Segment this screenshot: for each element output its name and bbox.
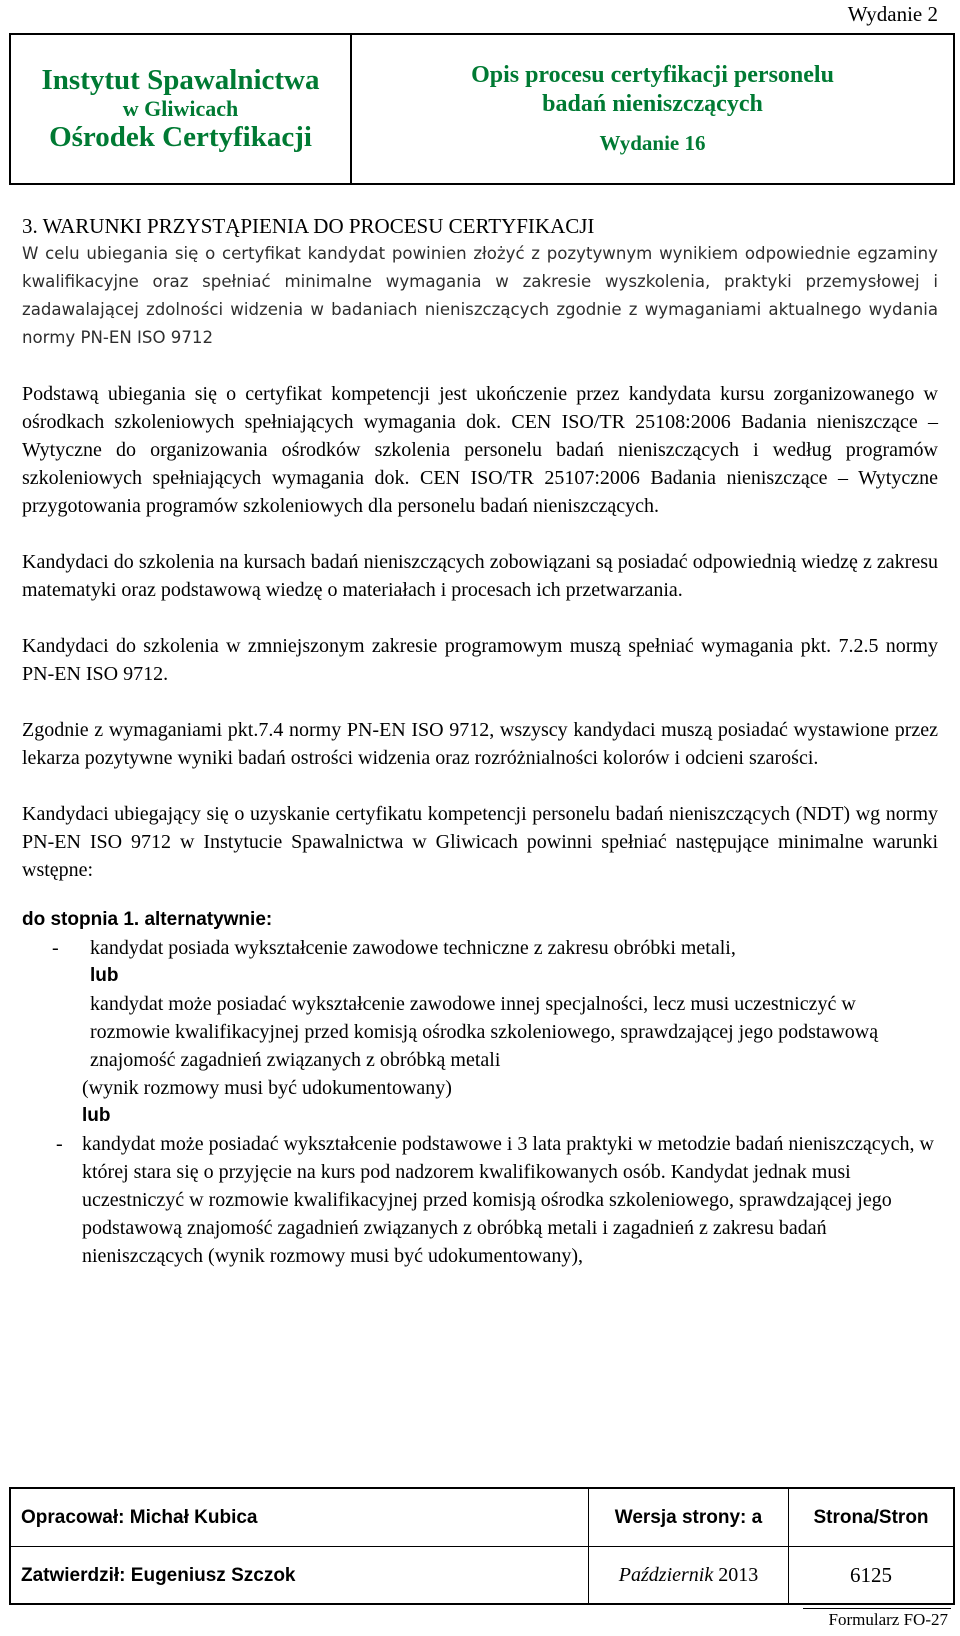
list-dash: - <box>56 1133 63 1155</box>
paragraph-vision: Zgodnie z wymaganiami pkt.7.4 normy PN-EN ISO 9712, wszyscy kandydaci muszą posiadać wystawione przez lekarza pozytywne wyniki badań ostrości widzenia oraz rozróżnialności kolorów i odcieni szarości. <box>22 719 938 769</box>
page-version-label: Wersja strony: a <box>589 1489 789 1546</box>
document-title-line2: badań nieniszczących <box>542 91 763 118</box>
list-item <box>22 1130 938 1270</box>
document-edition: Wydanie 16 <box>599 131 706 156</box>
form-id: Formularz FO-27 <box>828 1610 948 1629</box>
issue-date <box>589 1547 789 1604</box>
document-body <box>22 212 938 1270</box>
prepared-by: Opracował: Michał Kubica <box>11 1489 589 1546</box>
list-item <box>22 934 938 962</box>
document-title-line1: Opis procesu certyfikacji personelu <box>471 61 834 88</box>
document-header <box>9 33 955 185</box>
issue-year: 2013 <box>718 1564 759 1586</box>
section-title: 3. WARUNKI PRZYSTĄPIENIA DO PROCESU CERTYFIKACJI <box>22 214 595 238</box>
intro-paragraph: W celu ubiegania się o certyfikat kandydat powinien złożyć z pozytywnym wynikiem odpowiednie egzaminy kwalifikacyjne oraz spełniać minimalne wymagania w zakresie wyszkolenia, praktyki przemysłowej i zadawalającej zdolności widzenia w badaniach nieniszczących zgodnie z wymaganiami aktualnego wydania normy PN-EN ISO 9712 <box>22 244 938 347</box>
institute-name: Instytut Spawalnictwa <box>41 64 320 97</box>
document-footer <box>9 1487 955 1605</box>
or-label: lub <box>90 965 119 986</box>
list-dash: - <box>52 937 59 959</box>
list-item-text: kandydat może posiadać wykształcenie podstawowe i 3 lata praktyki w metodzie badań nieniszczących, w której stara się o przyjęcie na kurs pod nadzorem kwalifikowanych osób. Kandydat jednak musi uczestniczyć w rozmowie kwalifikacyjnej przed komisją ośrodka szkoleniowego, sprawdzającej jego podstawową znajomość zagadnień związanych z obróbką metali i zagadnień z zakresu badań nieniszczących (wynik rozmowy musi być udokumentowany), <box>82 1133 934 1267</box>
page-label: Strona/Stron <box>813 1506 929 1528</box>
institute-city: w Gliwicach <box>122 95 239 121</box>
institute-block <box>11 35 352 183</box>
edition-top: Wydanie 2 <box>847 2 938 26</box>
list-item-note: (wynik rozmowy musi być udokumentowany) <box>82 1077 452 1099</box>
certification-center: Ośrodek Certyfikacji <box>49 121 312 154</box>
title-block <box>352 35 953 183</box>
form-divider <box>803 1608 951 1609</box>
list-item-text: kandydat posiada wykształcenie zawodowe techniczne z zakresu obróbki metali, <box>90 937 736 959</box>
paragraph-requirements: Kandydaci ubiegający się o uzyskanie certyfikatu kompetencji personelu badań nieniszczących (NDT) wg normy PN-EN ISO 9712 w Instytucie Spawalnictwa w Gliwicach powinni spełniać następujące minimalne warunki wstępne: <box>22 803 938 881</box>
level-1-title: do stopnia 1. alternatywnie: <box>22 909 273 930</box>
paragraph-reduced-scope: Kandydaci do szkolenia w zmniejszonym zakresie programowym muszą spełniać wymagania pkt. 7.2.5 normy PN-EN ISO 9712. <box>22 635 938 685</box>
paragraph-training-basis: Podstawą ubiegania się o certyfikat kompetencji jest ukończenie przez kandydata kursu zorganizowanego w ośrodkach szkoleniowych spełniających wymagania dok. CEN ISO/TR 25108:2006 Badania nieniszczące – Wytyczne do organizowania ośrodków szkolenia personelu badań nieniszczących i według programów szkoleniowych spełniających wymagania dok. CEN ISO/TR 25107:2006 Badania nieniszczące – Wytyczne przygotowania programów szkoleniowych dla personelu badań nieniszczących. <box>22 383 938 517</box>
paragraph-knowledge: Kandydaci do szkolenia na kursach badań nieniszczących zobowiązani są posiadać odpowiednią wiedzę z zakresu matematyki oraz podstawową wiedzę o materiałach i procesach ich przetwarzania. <box>22 551 938 601</box>
list-item-alt: kandydat może posiadać wykształcenie zawodowe innej specjalności, lecz musi uczestniczyć w rozmowie kwalifikacyjnej przed komisją ośrodka szkoleniowego, sprawdzającej jego podstawową znajomość zagadnień związanych z obróbką metali <box>90 993 879 1071</box>
or-label: lub <box>82 1105 111 1126</box>
approved-by: Zatwierdził: Eugeniusz Szczok <box>11 1547 589 1604</box>
page-numbers: 6125 <box>850 1563 892 1587</box>
issue-month: Październik <box>618 1564 714 1586</box>
